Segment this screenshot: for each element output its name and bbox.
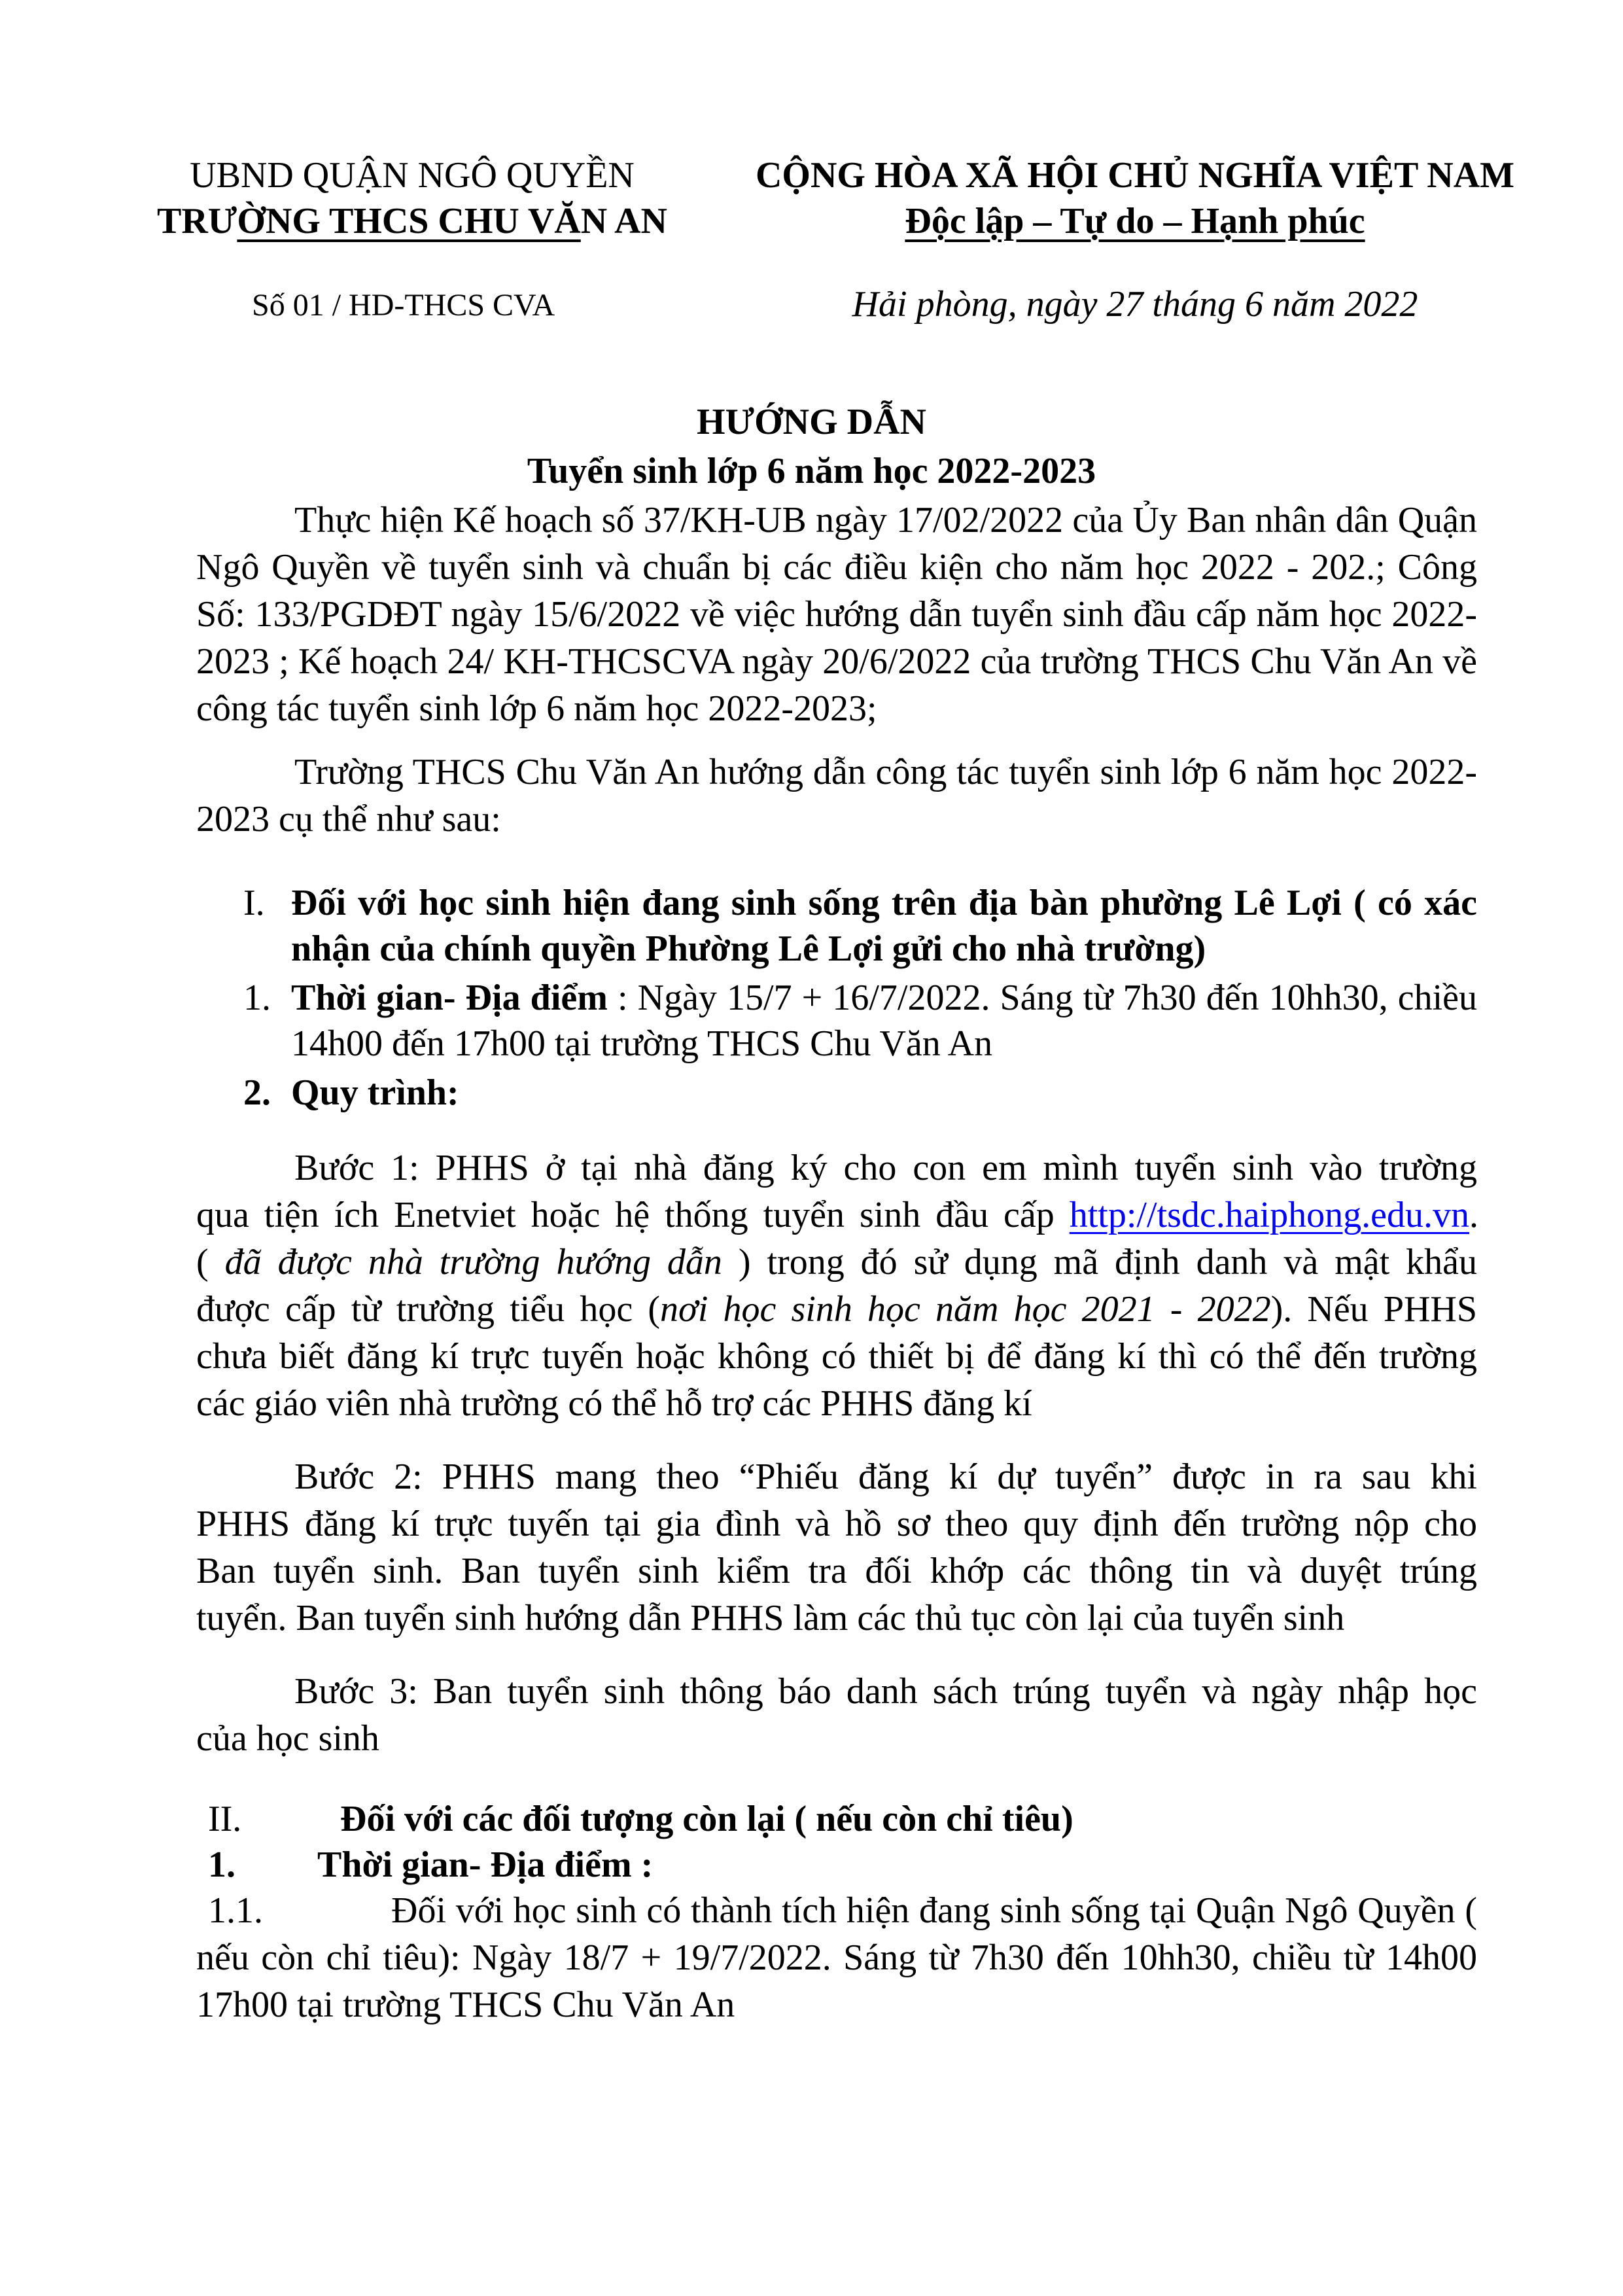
document-number: Số 01 / HD-THCS CVA bbox=[252, 288, 555, 323]
sub1-line-1: Đối với học sinh có thành tích hiện đang sinh sống tại Quận Ngô Quyền ( bbox=[391, 1890, 1477, 1931]
document-title: HƯỚNG DẪN bbox=[696, 402, 926, 442]
step2-line-3: Ban tuyển sinh. Ban tuyển sinh kiểm tra đối khớp các thông tin và duyệt trúng bbox=[196, 1551, 1477, 1591]
intro-line-2: Ngô Quyền về tuyển sinh và chuẩn bị các điều kiện cho năm học 2022 - 202.; Công bbox=[196, 547, 1477, 588]
school-name-underlined: ỜNG THCS CHU VĂ bbox=[237, 201, 581, 241]
intro2-line-1: Trường THCS Chu Văn An hướng dẫn công tác tuyển sinh lớp 6 năm học 2022- bbox=[294, 752, 1477, 792]
sub1-line-3: 17h00 tại trường THCS Chu Văn An bbox=[196, 1985, 735, 2025]
step2-line-1: Bước 2: PHHS mang theo “Phiếu đăng kí dự tuyển” được in ra sau khi bbox=[294, 1457, 1477, 1497]
step1-line-2-end: . bbox=[1469, 1195, 1478, 1235]
item2-number: 2. bbox=[243, 1072, 271, 1113]
item1-details: : Ngày 15/7 + 16/7/2022. Sáng từ 7h30 đến 10hh30, chiều bbox=[617, 978, 1477, 1018]
section2-item1-label: Thời gian- Địa điểm : bbox=[317, 1845, 654, 1885]
step1-line-3-italic: đã được nhà trường hướng dẫn bbox=[224, 1242, 722, 1282]
national-motto-text: Độc lập – Tự do – Hạnh phúc bbox=[905, 201, 1365, 241]
agency-name: UBND QUẬN NGÔ QUYỀN bbox=[190, 155, 635, 196]
step1-line-5: chưa biết đăng kí trực tuyến hoặc không có thiết bị để đăng kí thì có thể đến trường bbox=[196, 1336, 1477, 1377]
step3-line-2: của học sinh bbox=[196, 1718, 379, 1759]
step3-line-1: Bước 3: Ban tuyển sinh thông báo danh sách trúng tuyển và ngày nhập học bbox=[294, 1671, 1477, 1712]
step1-line-2-text: qua tiện ích Enetviet hoặc hệ thống tuyển sinh đầu cấp bbox=[196, 1195, 1070, 1235]
step1-line-2 bbox=[196, 1192, 1478, 1238]
national-title: CỘNG HÒA XÃ HỘI CHỦ NGHĨA VIỆT NAM bbox=[755, 155, 1515, 196]
step1-line-3-rest: ) trong đó sử dụng mã định danh và mật khẩu bbox=[722, 1242, 1477, 1282]
section2-heading: Đối với các đối tượng còn lại ( nếu còn chỉ tiêu) bbox=[340, 1799, 1073, 1839]
intro-line-4: 2023 ; Kế hoạch 24/ KH-THCSCVA ngày 20/6/2022 của trường THCS Chu Văn An về bbox=[196, 641, 1477, 682]
registration-link[interactable]: http://tsdc.haiphong.edu.vn bbox=[1069, 1195, 1469, 1235]
section1-number: I. bbox=[243, 883, 265, 923]
item1-number: 1. bbox=[243, 978, 271, 1018]
step1-line-3-open: ( bbox=[196, 1242, 225, 1282]
section2-number: II. bbox=[208, 1799, 242, 1839]
step1-line-4-italic: nơi học sinh học năm học 2021 - 2022 bbox=[659, 1289, 1271, 1330]
step2-line-2: PHHS đăng kí trực tuyến tại gia đình và hồ sơ theo quy định đến trường nộp cho bbox=[196, 1504, 1477, 1544]
step1-line-4 bbox=[196, 1286, 1477, 1332]
section2-item1-number: 1. bbox=[208, 1845, 236, 1885]
section1-heading-line-1: Đối với học sinh hiện đang sinh sống trên địa bàn phường Lê Lợi ( có xác bbox=[291, 883, 1477, 923]
intro-line-3: Số: 133/PGDĐT ngày 15/6/2022 về việc hướng dẫn tuyển sinh đầu cấp năm học 2022- bbox=[196, 594, 1477, 635]
step1-line-4-post: ). Nếu PHHS bbox=[1270, 1289, 1477, 1330]
intro-line-1: Thực hiện Kế hoạch số 37/KH-UB ngày 17/02/2022 của Ủy Ban nhân dân Quận bbox=[294, 500, 1477, 540]
item2-label: Quy trình: bbox=[291, 1072, 459, 1113]
intro2-line-2: 2023 cụ thể như sau: bbox=[196, 799, 501, 839]
school-name-part3: N AN bbox=[580, 201, 667, 241]
sub1-line-2: nếu còn chỉ tiêu): Ngày 18/7 + 19/7/2022. Sáng từ 7h30 đến 10hh30, chiều từ 14h00 bbox=[196, 1937, 1477, 1978]
step1-line-3 bbox=[196, 1239, 1477, 1285]
school-name-part1: TRƯ bbox=[157, 201, 237, 241]
item1-line-1 bbox=[291, 975, 1477, 1021]
step1-line-4-pre: được cấp từ trường tiểu học ( bbox=[196, 1289, 660, 1330]
school-name bbox=[150, 198, 674, 244]
national-motto bbox=[713, 198, 1557, 244]
step1-line-6: các giáo viên nhà trường có thể hỗ trợ các PHHS đăng kí bbox=[196, 1383, 1032, 1424]
step2-line-4: tuyển. Ban tuyển sinh hướng dẫn PHHS làm các thủ tục còn lại của tuyển sinh bbox=[196, 1598, 1345, 1638]
item1-line-2: 14h00 đến 17h00 tại trường THCS Chu Văn An bbox=[291, 1023, 993, 1064]
document-subtitle: Tuyển sinh lớp 6 năm học 2022-2023 bbox=[527, 451, 1096, 491]
intro-line-5: công tác tuyển sinh lớp 6 năm học 2022-2023; bbox=[196, 688, 877, 729]
step1-line-1: Bước 1: PHHS ở tại nhà đăng ký cho con em mình tuyển sinh vào trường bbox=[294, 1148, 1477, 1188]
item1-label: Thời gian- Địa điểm bbox=[291, 978, 608, 1018]
place-and-date: Hải phòng, ngày 27 tháng 6 năm 2022 bbox=[852, 284, 1418, 325]
section1-heading-line-2: nhận của chính quyền Phường Lê Lợi gửi cho nhà trường) bbox=[291, 928, 1206, 969]
sub1-number: 1.1. bbox=[208, 1890, 263, 1931]
